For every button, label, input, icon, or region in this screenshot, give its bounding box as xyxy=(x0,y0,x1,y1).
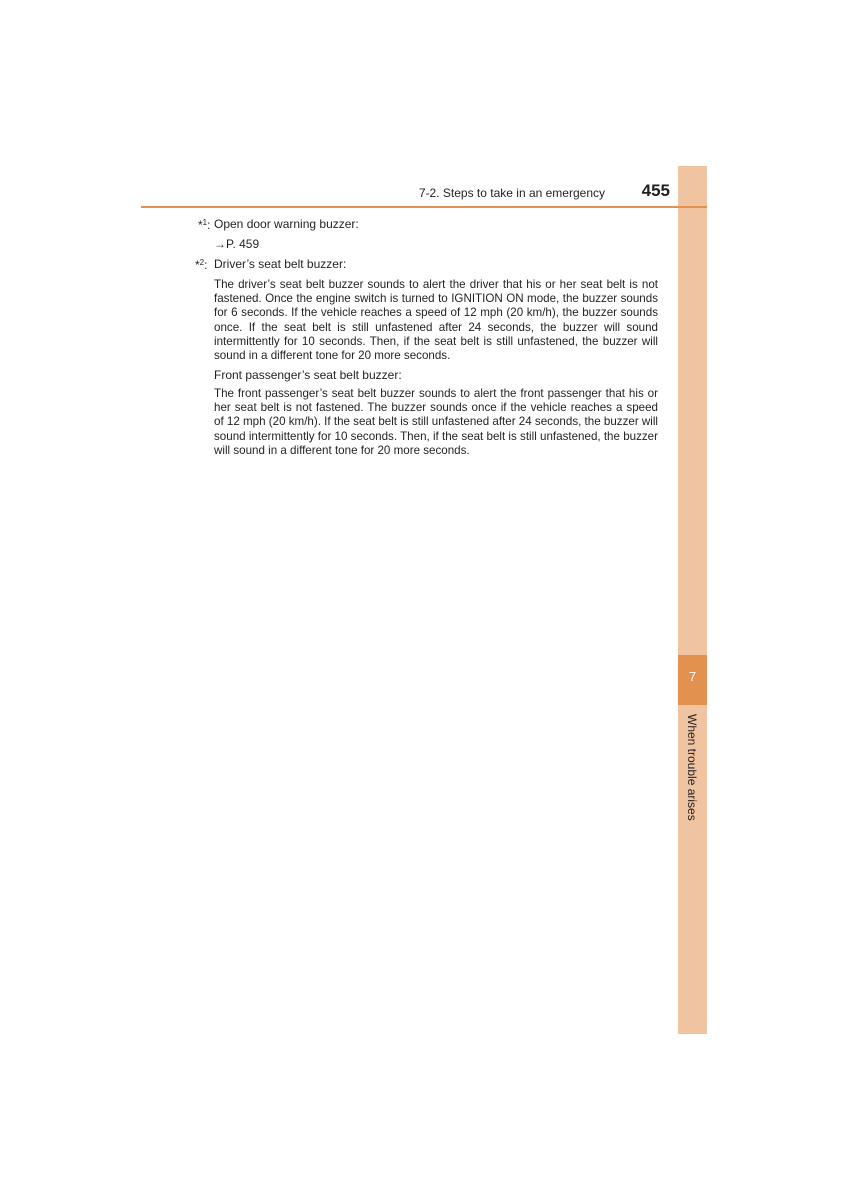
note-marker-symbol: * xyxy=(198,218,203,232)
section-title: 7-2. Steps to take in an emergency xyxy=(418,186,605,200)
note-marker-symbol: * xyxy=(195,258,200,272)
note-2-title: Driver’s seat belt buzzer: xyxy=(214,257,347,271)
passenger-seat-belt-title: Front passenger’s seat belt buzzer: xyxy=(214,368,402,382)
passenger-seat-belt-paragraph: The front passenger’s seat belt buzzer sounds to alert the front passenger that his or her seat belt is not fastened. The buzzer sounds once if the vehicle reaches a speed of 12 mph (20 km/h). If the seat belt is still unfastened after 24 seconds, the buzzer will sound intermittently for 10 seconds. Then, if the seat belt is still unfastened, the buzzer will sound in a different tone for 20 more seconds. xyxy=(214,387,659,457)
note-marker-index: 2 xyxy=(199,258,205,267)
side-tab xyxy=(678,166,707,1034)
chapter-number-box xyxy=(678,655,707,705)
note-marker-2 xyxy=(195,256,207,272)
note-marker-index: 1 xyxy=(202,218,208,227)
page-number: 455 xyxy=(641,181,670,200)
note-marker-suffix: : xyxy=(204,258,208,272)
note-1-title: Open door warning buzzer: xyxy=(214,217,359,231)
chapter-number: 7 xyxy=(688,669,697,684)
note-marker-1 xyxy=(198,216,210,232)
driver-seat-belt-paragraph: The driver’s seat belt buzzer sounds to alert the driver that his or her seat belt is not fastened. Once the engine switch is turned to IGNITION ON mode, the buzzer sounds for 6 seconds. If the vehicle reaches a speed of 12 mph (20 km/h), the buzzer sounds once. If the seat belt is still unfastened after 24 seconds, the buzzer will sound intermittently for 10 seconds. Then, if the seat belt is still unfastened, the buzzer will sound in a different tone for 20 more seconds. xyxy=(214,278,658,363)
header-rule xyxy=(141,206,707,208)
note-1-reference: →P. 459 xyxy=(214,237,260,251)
chapter-title: When trouble arises xyxy=(685,714,699,821)
note-marker-suffix: : xyxy=(207,218,211,232)
